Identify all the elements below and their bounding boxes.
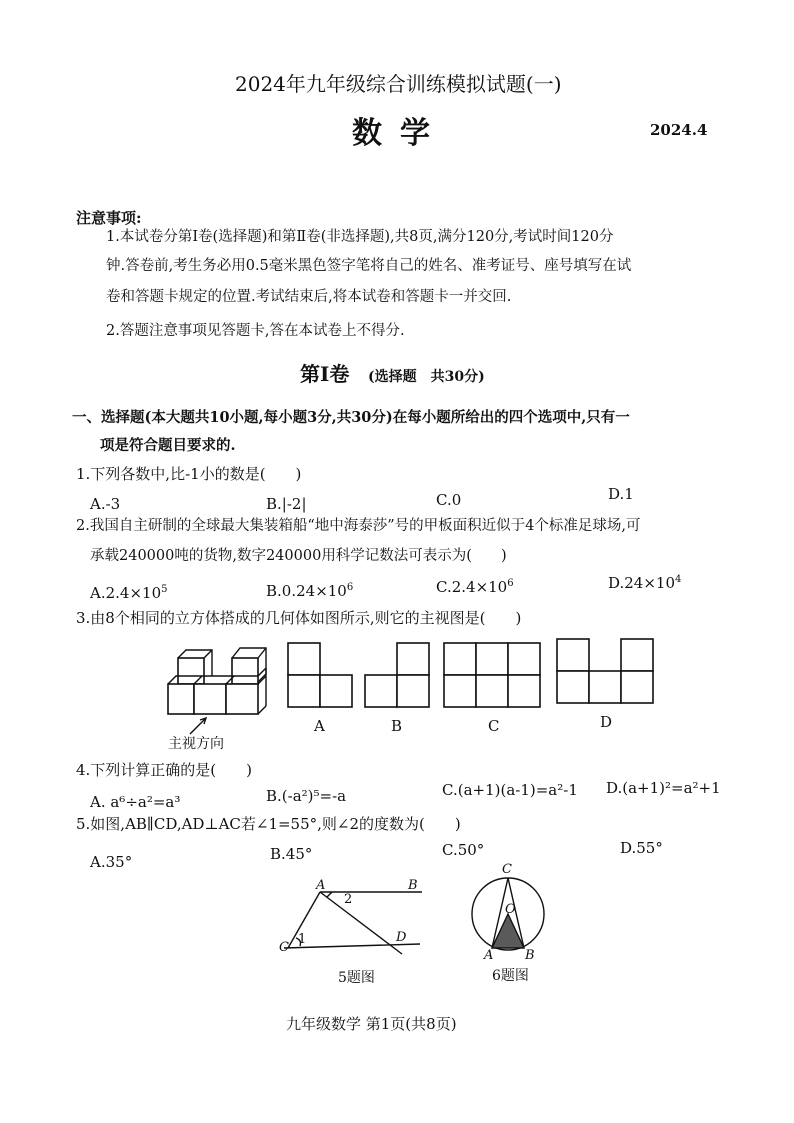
q2-stem-line1: 2.我国自主研制的全球最大集装箱船“地中海泰莎”号的甲板面积近似于4个标准足球场,可 xyxy=(76,518,641,534)
q1-stem: 1.下列各数中,比-1小的数是( ) xyxy=(76,465,302,483)
cube-face xyxy=(226,684,258,714)
fig5-angle-2: 2 xyxy=(344,892,353,907)
q3-stem: 3.由8个相同的立方体搭成的几何体如图所示,则它的主视图是( ) xyxy=(76,609,522,627)
section1-line2: 项是符合题目要求的. xyxy=(100,437,236,454)
q3-option-c-figure xyxy=(443,642,541,708)
fig5-label-a: A xyxy=(316,878,326,893)
q2-option-b-exp: 6 xyxy=(346,582,354,593)
q5-geometry-figure xyxy=(270,878,430,958)
q4-option-b: B.(-a²)⁵=-a xyxy=(266,787,347,805)
part1-heading-note: (选择题 共30分) xyxy=(368,369,485,385)
fig6-label-a: A xyxy=(484,948,494,963)
exam-date: 2024.4 xyxy=(650,121,708,139)
q4-option-c: C.(a+1)(a-1)=a²-1 xyxy=(442,781,578,799)
q2-stem-line2: 承载240000吨的货物,数字240000用科学记数法可表示为( ) xyxy=(90,548,507,564)
q2-option-a-exp: 5 xyxy=(161,584,168,595)
fig5-label-d: D xyxy=(396,930,407,945)
q2-option-a-base: A.2.4×10 xyxy=(90,584,162,602)
q3-option-a-figure xyxy=(287,642,353,708)
cube-face xyxy=(232,658,258,684)
notice-item2: 2.答题注意事项见答题卡,答在本试卷上不得分. xyxy=(106,323,405,339)
q4-option-d: D.(a+1)²=a²+1 xyxy=(606,779,721,797)
notice-item1-line1: 1.本试卷分第Ⅰ卷(选择题)和第Ⅱ卷(非选择题),共8页,满分120分,考试时间120分 xyxy=(106,229,614,245)
q5-option-b: B.45° xyxy=(270,845,313,863)
fig6-label-o: O xyxy=(505,902,516,917)
notice-item1-line3: 卷和答题卡规定的位置.考试结束后,将本试卷和答题卡一并交回. xyxy=(106,289,512,305)
q2-option-b xyxy=(266,578,353,601)
q1-option-a: A.-3 xyxy=(90,495,121,513)
cube-face xyxy=(178,658,204,684)
q2-option-d xyxy=(608,570,681,593)
fig5-label-c: C xyxy=(279,940,289,955)
q2-option-d-base: D.24×10 xyxy=(608,574,676,592)
q5-option-c: C.50° xyxy=(442,841,485,859)
subject-title: 数学 xyxy=(352,116,448,151)
q2-option-b-base: B.0.24×10 xyxy=(266,582,347,600)
q4-stem: 4.下列计算正确的是( ) xyxy=(76,761,253,779)
fig5-label-b: B xyxy=(408,878,418,893)
q3-option-d-label: D xyxy=(600,713,613,731)
q5-stem: 5.如图,AB∥CD,AD⊥AC若∠1=55°,则∠2的度数为( ) xyxy=(76,815,461,833)
q2-option-c-exp: 6 xyxy=(507,578,514,589)
notice-heading: 注意事项: xyxy=(76,209,142,227)
notice-item1-line2: 钟.答卷前,考生务必用0.5毫米黑色签字笔将自己的姓名、准考证号、座号填写在试 xyxy=(106,258,632,274)
part1-heading: 第Ⅰ卷 xyxy=(300,362,350,386)
q1-option-b: B.|-2| xyxy=(266,495,307,513)
fig5-angle-1: 1 xyxy=(298,932,307,947)
fig6-label-c: C xyxy=(502,862,512,877)
q3-option-a-label: A xyxy=(314,717,325,735)
q3-view-direction-caption: 主视方向 xyxy=(168,736,224,752)
exam-title: 2024年九年级综合训练模拟试题(一) xyxy=(235,72,562,96)
q5-option-a: A.35° xyxy=(90,853,133,871)
q1-option-c: C.0 xyxy=(436,491,462,509)
q3-option-b-figure xyxy=(364,642,430,708)
q3-option-d-figure xyxy=(556,638,654,704)
fig5-caption: 5题图 xyxy=(338,970,375,986)
cube-face xyxy=(168,684,194,714)
q3-option-c-label: C xyxy=(488,717,500,735)
q2-option-a xyxy=(90,580,168,603)
q2-option-c-base: C.2.4×10 xyxy=(436,578,508,596)
q5-option-d: D.55° xyxy=(620,839,663,857)
page-footer: 九年级数学 第1页(共8页) xyxy=(286,1015,457,1033)
fig6-caption: 6题图 xyxy=(492,968,529,984)
section1-line1: 一、选择题(本大题共10小题,每小题3分,共30分)在每小题所给出的四个选项中,只有一 xyxy=(72,409,630,426)
q3-option-b-label: B xyxy=(391,717,403,735)
q2-option-c xyxy=(436,574,514,597)
q4-option-a: A. a⁶÷a²=a³ xyxy=(90,793,181,811)
fig6-label-b: B xyxy=(525,948,535,963)
cube-face xyxy=(194,684,226,714)
q3-cube-solid-figure xyxy=(160,636,280,726)
q1-option-d: D.1 xyxy=(608,485,634,503)
q2-option-d-exp: 4 xyxy=(675,574,682,585)
